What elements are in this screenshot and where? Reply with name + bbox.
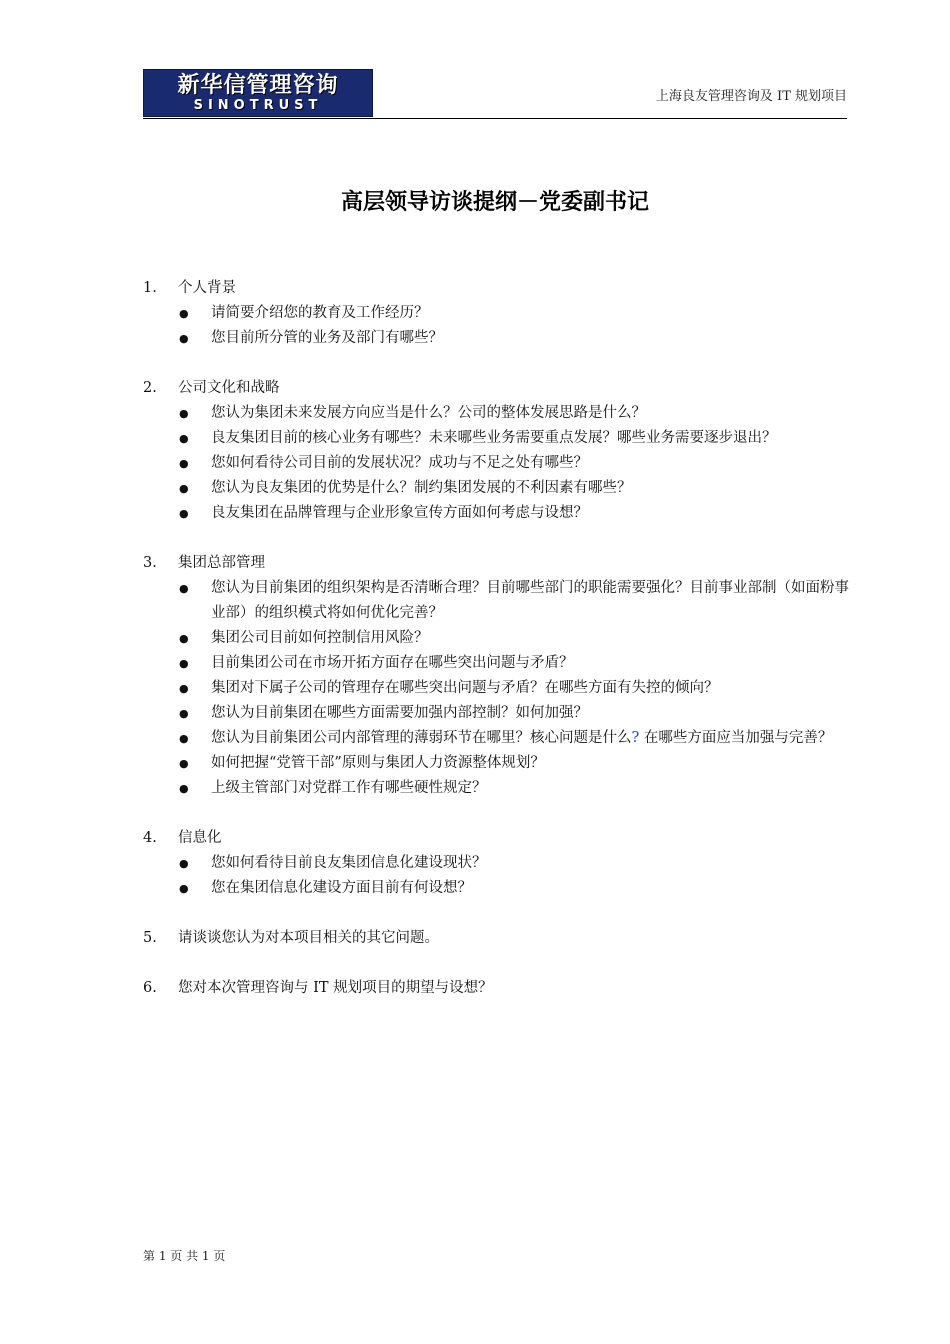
section-expectations	[143, 976, 853, 1001]
question-text: 目前集团公司在市场开拓方面存在哪些突出问题与矛盾？	[211, 655, 574, 671]
question-item	[143, 326, 853, 351]
logo-english-text: SINOTRUST	[193, 98, 323, 113]
section-personal-background	[143, 276, 853, 351]
section-title: 公司文化和战略	[178, 380, 280, 396]
question-text: 您认为目前集团在哪些方面需要加强内部控制？如何加强？	[211, 705, 588, 721]
page-title: 高层领导访谈提纲－党委副书记	[340, 190, 649, 215]
section-title: 个人背景	[178, 280, 236, 296]
section-other-questions	[143, 926, 853, 951]
bullet-icon: ●	[179, 882, 189, 895]
bullet-icon: ●	[179, 407, 189, 420]
question-text: 集团公司目前如何控制信用风险？	[211, 630, 429, 646]
question-text: 您如何看待目前良友集团信息化建设现状？	[211, 855, 487, 871]
bullet-icon: ●	[179, 782, 189, 795]
question-item	[143, 626, 853, 651]
page-footer: 第 1 页 共 1 页	[143, 1249, 226, 1263]
bullet-icon: ●	[179, 507, 189, 520]
question-list	[143, 851, 853, 901]
question-item	[143, 726, 853, 751]
question-item	[143, 651, 853, 676]
question-item	[143, 751, 853, 776]
question-text: 您认为集团未来发展方向应当是什么？公司的整体发展思路是什么？	[211, 405, 646, 421]
question-list	[143, 576, 853, 801]
section-culture-strategy	[143, 376, 853, 526]
section-heading	[143, 826, 853, 851]
question-mark: ?	[631, 730, 640, 746]
question-text: 如何把握“党管干部”原则与集团人力资源整体规划？	[211, 755, 545, 771]
question-text: 您认为良友集团的优势是什么？制约集团发展的不利因素有哪些？	[211, 480, 632, 496]
question-text: 您如何看待公司目前的发展状况？成功与不足之处有哪些？	[211, 455, 588, 471]
question-item	[143, 851, 853, 876]
question-item	[143, 776, 853, 801]
header-project-title: 上海良友管理咨询及 IT 规划项目	[655, 89, 847, 104]
question-item	[143, 701, 853, 726]
bullet-icon: ●	[179, 482, 189, 495]
bullet-icon: ●	[179, 682, 189, 695]
section-hq-management	[143, 551, 853, 801]
bullet-icon: ●	[179, 732, 189, 745]
section-title: 您对本次管理咨询与 IT 规划项目的期望与设想？	[178, 980, 493, 996]
question-item	[143, 476, 853, 501]
bullet-icon: ●	[179, 657, 189, 670]
bullet-icon: ●	[179, 632, 189, 645]
section-heading	[143, 376, 853, 401]
section-title: 信息化	[178, 830, 222, 846]
section-number: 1.	[143, 280, 157, 296]
section-heading	[143, 926, 853, 951]
question-text: 集团对下属子公司的管理存在哪些突出问题与矛盾？在哪些方面有失控的倾向？	[211, 680, 719, 696]
bullet-icon: ●	[179, 432, 189, 445]
section-number: 3.	[143, 555, 157, 571]
question-item	[143, 576, 853, 626]
question-text: 请简要介绍您的教育及工作经历？	[211, 305, 429, 321]
logo-chinese-text: 新华信管理咨询	[177, 73, 339, 98]
section-heading	[143, 976, 853, 1001]
bullet-icon: ●	[179, 757, 189, 770]
question-item	[143, 676, 853, 701]
section-heading	[143, 276, 853, 301]
question-item	[143, 401, 853, 426]
question-text: 上级主管部门对党群工作有哪些硬性规定？	[211, 780, 487, 796]
section-title: 集团总部管理	[178, 555, 265, 571]
question-text: 良友集团在品牌管理与企业形象宣传方面如何考虑与设想？	[211, 505, 588, 521]
bullet-icon: ●	[179, 307, 189, 320]
section-number: 4.	[143, 830, 157, 846]
question-item	[143, 426, 853, 451]
question-text-tail: 在哪些方面应当加强与完善？	[639, 730, 833, 746]
question-item	[143, 876, 853, 901]
header-divider	[143, 118, 847, 119]
section-number: 6.	[143, 980, 157, 996]
document-body	[143, 276, 853, 1026]
question-list	[143, 301, 853, 351]
bullet-icon: ●	[179, 457, 189, 470]
question-text: 您认为目前集团的组织架构是否清晰合理？目前哪些部门的职能需要强化？目前事业部制（如面粉事业部）的组织模式将如何优化完善？	[211, 580, 849, 621]
company-logo	[143, 69, 373, 117]
section-number: 2.	[143, 380, 157, 396]
question-list	[143, 401, 853, 526]
section-number: 5.	[143, 930, 157, 946]
bullet-icon: ●	[179, 707, 189, 720]
question-item	[143, 501, 853, 526]
section-heading	[143, 551, 853, 576]
section-informatization	[143, 826, 853, 901]
bullet-icon: ●	[179, 857, 189, 870]
question-text: 您目前所分管的业务及部门有哪些？	[211, 330, 443, 346]
question-item	[143, 301, 853, 326]
question-item	[143, 451, 853, 476]
bullet-icon: ●	[179, 582, 189, 595]
question-text: 您在集团信息化建设方面目前有何设想？	[211, 880, 472, 896]
bullet-icon: ●	[179, 332, 189, 345]
section-title: 请谈谈您认为对本项目相关的其它问题。	[178, 930, 439, 946]
question-text: 良友集团目前的核心业务有哪些？未来哪些业务需要重点发展？哪些业务需要逐步退出？	[211, 430, 777, 446]
question-text: 您认为目前集团公司内部管理的薄弱环节在哪里？核心问题是什么	[211, 730, 632, 746]
